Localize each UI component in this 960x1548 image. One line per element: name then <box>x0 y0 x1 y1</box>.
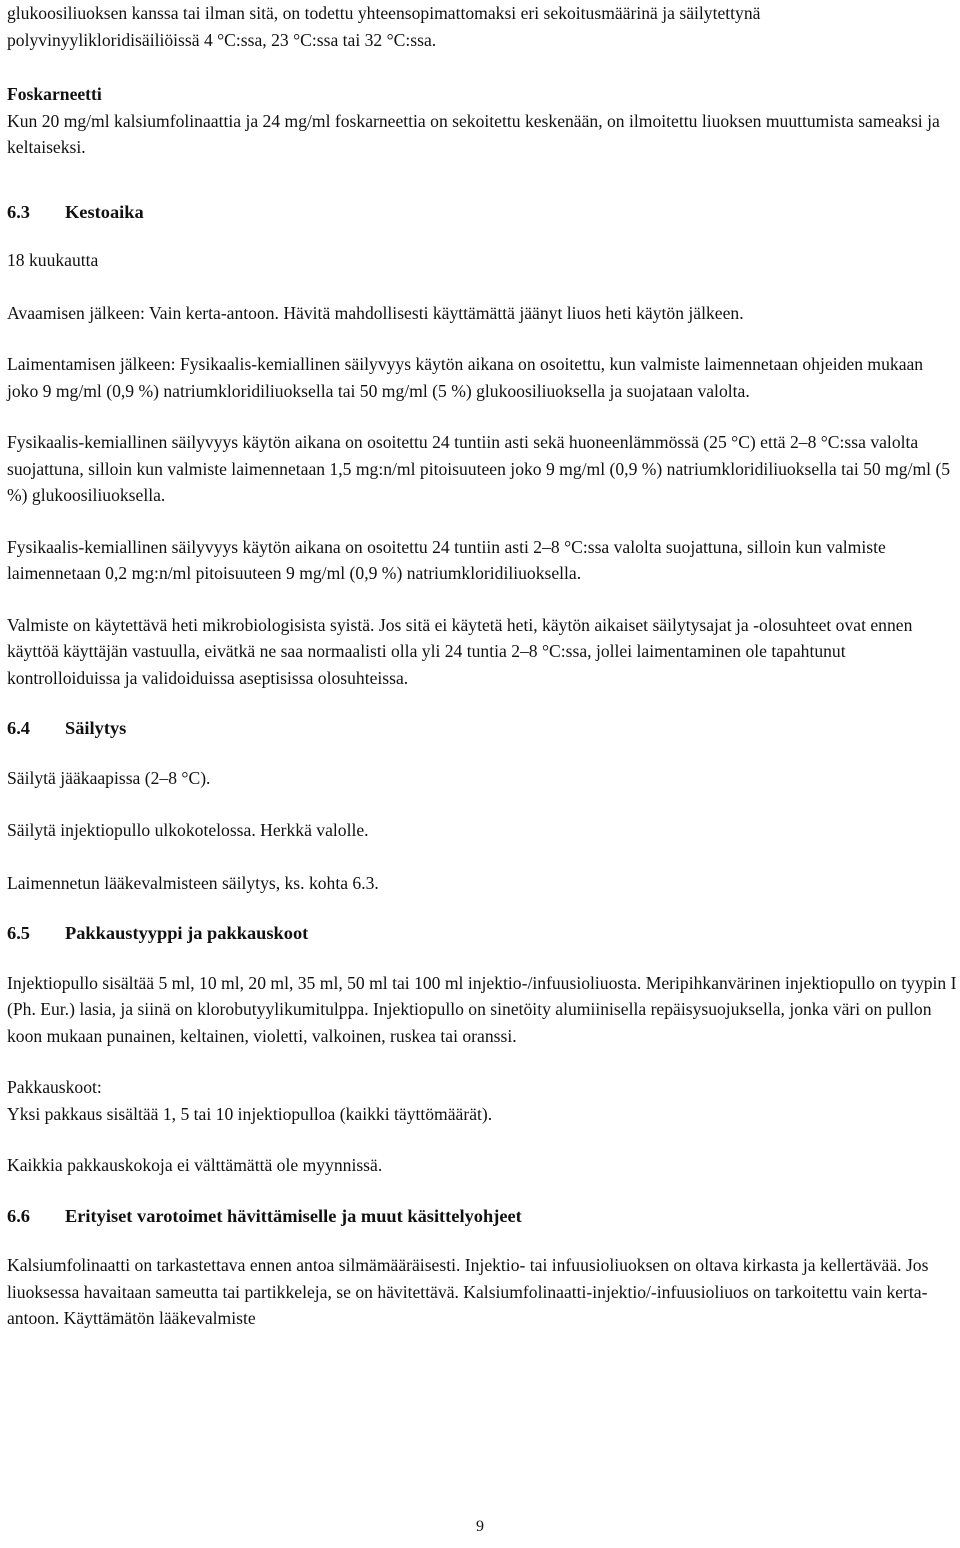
paragraph-storage-diluted: Laimennetun lääkevalmisteen säilytys, ks. kohta 6.3. <box>7 872 379 893</box>
section-number: 6.5 <box>7 923 30 943</box>
paragraph-storage-fridge: Säilytä jääkaapissa (2–8 °C). <box>7 767 211 788</box>
paragraph-pack-sizes: Yksi pakkaus sisältää 1, 5 tai 10 injektiopulloa (kaikki täyttömäärät). <box>7 1103 493 1124</box>
paragraph-stability-1: Fysikaalis-kemiallinen säilyvyys käytön aikana on osoitettu 24 tuntiin asti sekä huoneenlämmössä (25 °C) että 2–8 °C:ssa valolta suojattuna, silloin kun valmiste laimennetaan 1,5 mg:n/ml pitoisuuteen joko 9 mg/ml (0,9 %) natriumkloridiliuoksella tai 50 mg/ml (5 %) glukoosiliuoksella. <box>7 432 951 505</box>
section-number: 6.3 <box>7 201 30 222</box>
paragraph-pack-sizes-label: Pakkauskoot: <box>7 1077 102 1097</box>
section-number: 6.4 <box>7 718 30 738</box>
section-title: Pakkaustyyppi ja pakkauskoot <box>65 923 309 943</box>
section-title: Erityiset varotoimet hävittämiselle ja muut käsittelyohjeet <box>65 1205 522 1226</box>
paragraph-storage-light: Säilytä injektiopullo ulkokotelossa. Herkkä valolle. <box>7 820 369 840</box>
paragraph-not-all-marketed: Kaikkia pakkauskokoja ei välttämättä ole myynnissä. <box>7 1155 383 1175</box>
section-title: Säilytys <box>65 718 127 738</box>
document-page <box>7 0 957 1332</box>
paragraph-container: Injektiopullo sisältää 5 ml, 10 ml, 20 ml, 35 ml, 50 ml tai 100 ml injektio-/infuusioliuosta. Meripihkanvärinen injektiopullo on tyypin I (Ph. Eur.) lasia, ja siinä on klorobutyylikumitulppa. Injektiopullo on sinetöity alumiinisella repäisysuojuksella, jonka väri on pullon koon mukaan punainen, keltainen, violetti, valkoinen, ruskea tai oranssi. <box>7 972 957 1046</box>
paragraph-microbiology: Valmiste on käytettävä heti mikrobiologisista syistä. Jos sitä ei käytetä heti, käytön aikaiset säilytysajat ja -olosuhteet ovat ennen käyttöä käyttäjän vastuulla, eivätkä ne saa normaalisti olla yli 24 tuntia 2–8 °C:ssa, jollei laimentaminen ole tapahtunut kontrolloiduissa ja validoiduissa aseptisissa olosuhteissa. <box>7 614 913 688</box>
paragraph-disposal: Kalsiumfolinaatti on tarkastettava ennen antoa silmämääräisesti. Injektio- tai infuusioliuoksen on oltava kirkasta ja kellertävää. Jos liuoksessa havaitaan sameutta tai partikkeleja, se on hävitettävä. Kalsiumfolinaatti-injektio/-infuusioliuos on tarkoitettu vain kerta-antoon. Käyttämätön lääkevalmiste <box>7 1255 929 1328</box>
section-heading-6-6 <box>7 1203 957 1230</box>
paragraph-after-opening: Avaamisen jälkeen: Vain kerta-antoon. Hävitä mahdollisesti käyttämättä jäänyt liuos heti käytön jälkeen. <box>7 302 744 323</box>
paragraph-compatibility: glukoosiliuoksen kanssa tai ilman sitä, on todettu yhteensopimattomaksi eri sekoitusmäärinä ja säilytettynä polyvinyylikloridisäiliöissä 4 °C:ssa, 23 °C:ssa tai 32 °C:ssa. <box>7 3 761 50</box>
section-heading-6-3 <box>7 199 957 226</box>
paragraph-foscarnet: Kun 20 mg/ml kalsiumfolinaattia ja 24 mg/ml foskarneettia on sekoitettu keskenään, on ilmoitettu liuoksen muuttumista sameaksi ja keltaiseksi. <box>7 110 940 157</box>
section-heading-6-5 <box>7 920 957 947</box>
paragraph-stability-2: Fysikaalis-kemiallinen säilyvyys käytön aikana on osoitettu 24 tuntiin asti 2–8 °C:ssa valolta suojattuna, silloin kun valmiste laimennetaan 0,2 mg:n/ml pitoisuuteen 9 mg/ml (0,9 %) natriumkloridiliuoksella. <box>7 536 886 583</box>
subheading-foscarnet: Foskarneetti <box>7 84 102 104</box>
section-number: 6.6 <box>7 1205 30 1226</box>
page-number: 9 <box>476 1518 484 1535</box>
paragraph-after-dilution: Laimentamisen jälkeen: Fysikaalis-kemiallinen säilyvyys käytön aikana on osoitettu, kun valmiste laimennetaan ohjeiden mukaan joko 9 mg/ml (0,9 %) natriumkloridiliuoksella tai 50 mg/ml (5 %) glukoosiliuoksella ja suojataan valolta. <box>7 354 924 401</box>
section-title: Kestoaika <box>65 201 144 222</box>
section-heading-6-4 <box>7 715 957 742</box>
paragraph-shelf-life: 18 kuukautta <box>7 250 99 270</box>
